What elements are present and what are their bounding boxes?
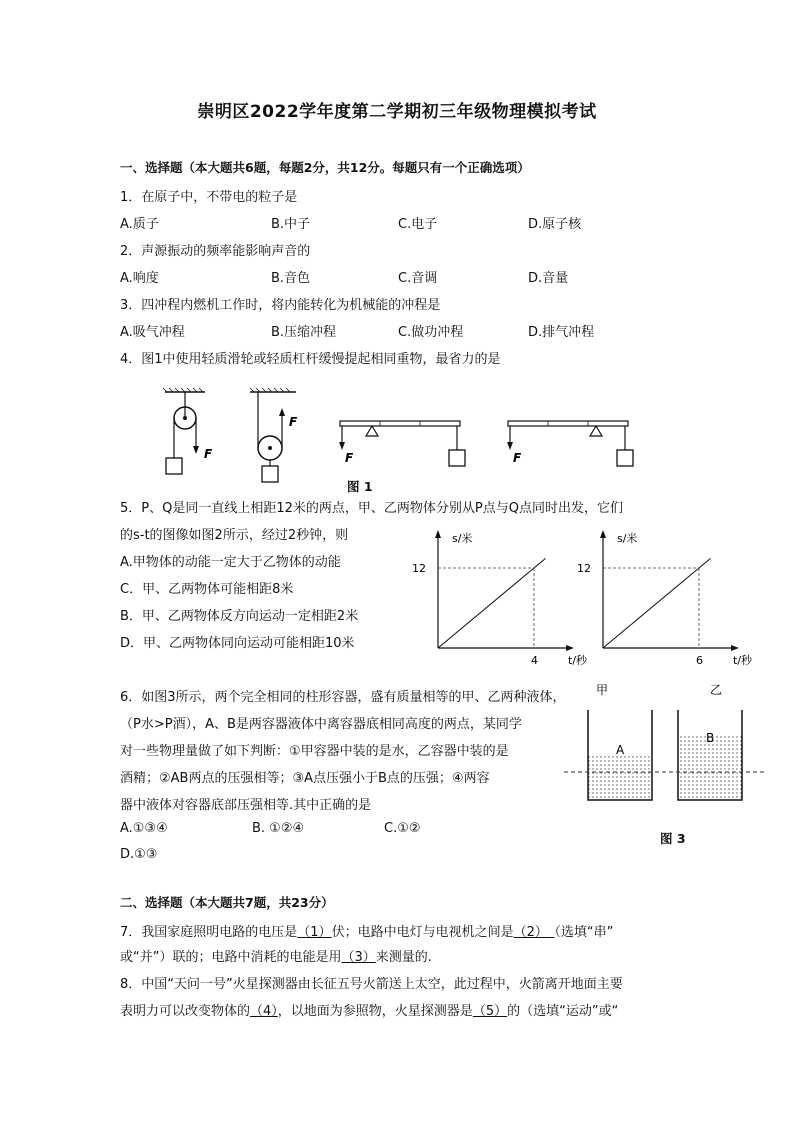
q5-option-b: B．甲、乙两物体反方向运动一定相距2米 — [120, 609, 359, 624]
q7-text-3: （选填“串” — [554, 925, 614, 940]
q3-option-a: A.吸气冲程 — [120, 325, 185, 340]
q8-text-4: 的（选填“运动”或“ — [507, 1004, 619, 1019]
container-yi — [678, 710, 742, 800]
figure-1-caption: 图 1 — [347, 479, 373, 494]
figure-3 — [560, 680, 770, 810]
y-axis-arrow — [600, 530, 606, 538]
q1-option-a: A.质子 — [120, 217, 159, 232]
force-label-f: F — [289, 415, 298, 429]
q6-line1: 6．如图3所示，两个完全相同的柱形容器，盛有质量相等的甲、乙两种液体， — [120, 690, 566, 705]
y-axis-label: s/米 — [617, 532, 638, 545]
q8-text-2: 表明力可以改变物体的 — [120, 1004, 251, 1019]
figure-3-caption: 图 3 — [660, 831, 686, 846]
point-a-label: A — [616, 743, 625, 757]
y-axis-arrow — [435, 530, 441, 538]
point-b-label: B — [706, 731, 715, 745]
q5-line1: 5．P、Q是同一直线上相距12米的两点，甲、乙两物体分别从P点与Q点同时出发，它们 — [120, 501, 623, 516]
q8-line2 — [120, 1000, 618, 1019]
q8-blank-4: （4） — [250, 1004, 278, 1019]
q7-line2 — [120, 946, 432, 965]
q8-blank-5: （5） — [472, 1004, 508, 1019]
q2-stem: 2．声源振动的频率能影响声音的 — [120, 244, 311, 259]
q8-line1: 8．中国“天问一号”火星探测器由长征五号火箭送上太空，此过程中，火箭离开地面主要 — [120, 977, 623, 992]
movable-pulley-diagram — [250, 388, 298, 482]
q7-text-5: 来测量的. — [375, 950, 432, 965]
q5-option-c: C．甲、乙两物体可能相距8米 — [120, 582, 294, 597]
q1-option-d: D.原子核 — [528, 217, 582, 232]
section1-heading: 一、选择题（本大题共6题，每题2分，共12分。每题只有一个正确选项） — [120, 160, 530, 175]
x-axis-arrow — [731, 645, 739, 651]
q2-option-d: D.音量 — [528, 271, 569, 286]
q1-option-c: C.电子 — [398, 217, 438, 232]
q3-option-c: C.做功冲程 — [398, 325, 464, 340]
q6-option-a: A.①③④ — [120, 821, 168, 836]
x-tick-label: 6 — [696, 654, 703, 667]
force-label-f: F — [513, 451, 522, 465]
lever-diagram-2 — [507, 421, 633, 466]
y-tick-label: 12 — [412, 562, 426, 575]
q7-blank-2: （2） — [513, 925, 555, 940]
q2-option-a: A.响度 — [120, 271, 159, 286]
figure-1 — [150, 388, 650, 488]
lever-diagram-1 — [339, 421, 465, 466]
st-graph-1 — [400, 530, 588, 680]
q7-text-2: 伏；电路中电灯与电视机之间是 — [331, 925, 514, 940]
container-jia-label: 甲 — [596, 683, 609, 697]
series-line — [438, 558, 546, 648]
force-label-f: F — [345, 451, 354, 465]
y-axis-label: s/米 — [452, 532, 473, 545]
q3-stem: 3．四冲程内燃机工作时，将内能转化为机械能的冲程是 — [120, 298, 441, 313]
container-yi-label: 乙 — [710, 683, 723, 697]
q6-line5: 器中液体对容器底部压强相等.其中正确的是 — [120, 798, 372, 813]
q6-option-b: B. ①②④ — [252, 821, 305, 836]
q6-line4: 酒精；②AB两点的压强相等；③A点压强小于B点的压强；④两容 — [120, 771, 490, 786]
q7-text-4: 或“并”）联的；电路中消耗的电能是用 — [120, 950, 342, 965]
section2-heading: 二、选择题（本大题共7题，共23分） — [120, 895, 334, 910]
q2-option-b: B.音色 — [271, 271, 311, 286]
q6-line3: 对一些物理量做了如下判断：①甲容器中装的是水，乙容器中装的是 — [120, 744, 509, 759]
q5-option-d: D．甲、乙两物体同向运动可能相距10米 — [120, 636, 355, 651]
q1-option-b: B.中子 — [271, 217, 311, 232]
q6-option-c: C.①② — [384, 821, 421, 836]
x-tick-label: 4 — [531, 654, 538, 667]
y-tick-label: 12 — [577, 562, 591, 575]
q6-line2: （P水>P酒），A、B是两容器液体中离容器底相同高度的两点，某同学 — [120, 717, 522, 732]
fixed-pulley-diagram — [163, 388, 213, 474]
q5-option-a: A.甲物体的动能一定大于乙物体的动能 — [120, 555, 341, 570]
q7-text-1: 7．我国家庭照明电路的电压是 — [120, 925, 298, 940]
x-axis-label: t/秒 — [733, 654, 753, 667]
st-graph-2 — [565, 530, 753, 680]
q4-stem: 4．图1中使用轻质滑轮或轻质杠杆缓慢提起相同重物，最省力的是 — [120, 352, 501, 367]
page-title: 崇明区2022学年度第二学期初三年级物理模拟考试 — [197, 102, 597, 122]
q1-stem: 1．在原子中，不带电的粒子是 — [120, 190, 298, 205]
q6-option-d: D.①③ — [120, 847, 158, 862]
x-axis-label: t/秒 — [568, 654, 588, 667]
q2-option-c: C.音调 — [398, 271, 438, 286]
q5-line2: 的s-t的图像如图2所示，经过2秒钟，则 — [120, 528, 349, 543]
q7-blank-3: （3） — [341, 950, 376, 965]
q7-blank-1: （1） — [297, 925, 332, 940]
q3-option-d: D.排气冲程 — [528, 325, 595, 340]
q3-option-b: B.压缩冲程 — [271, 325, 337, 340]
q7-line1 — [120, 921, 613, 940]
series-line — [603, 558, 711, 648]
q8-text-3: ，以地面为参照物，火星探测器是 — [277, 1004, 473, 1019]
force-label-f: F — [204, 447, 213, 461]
